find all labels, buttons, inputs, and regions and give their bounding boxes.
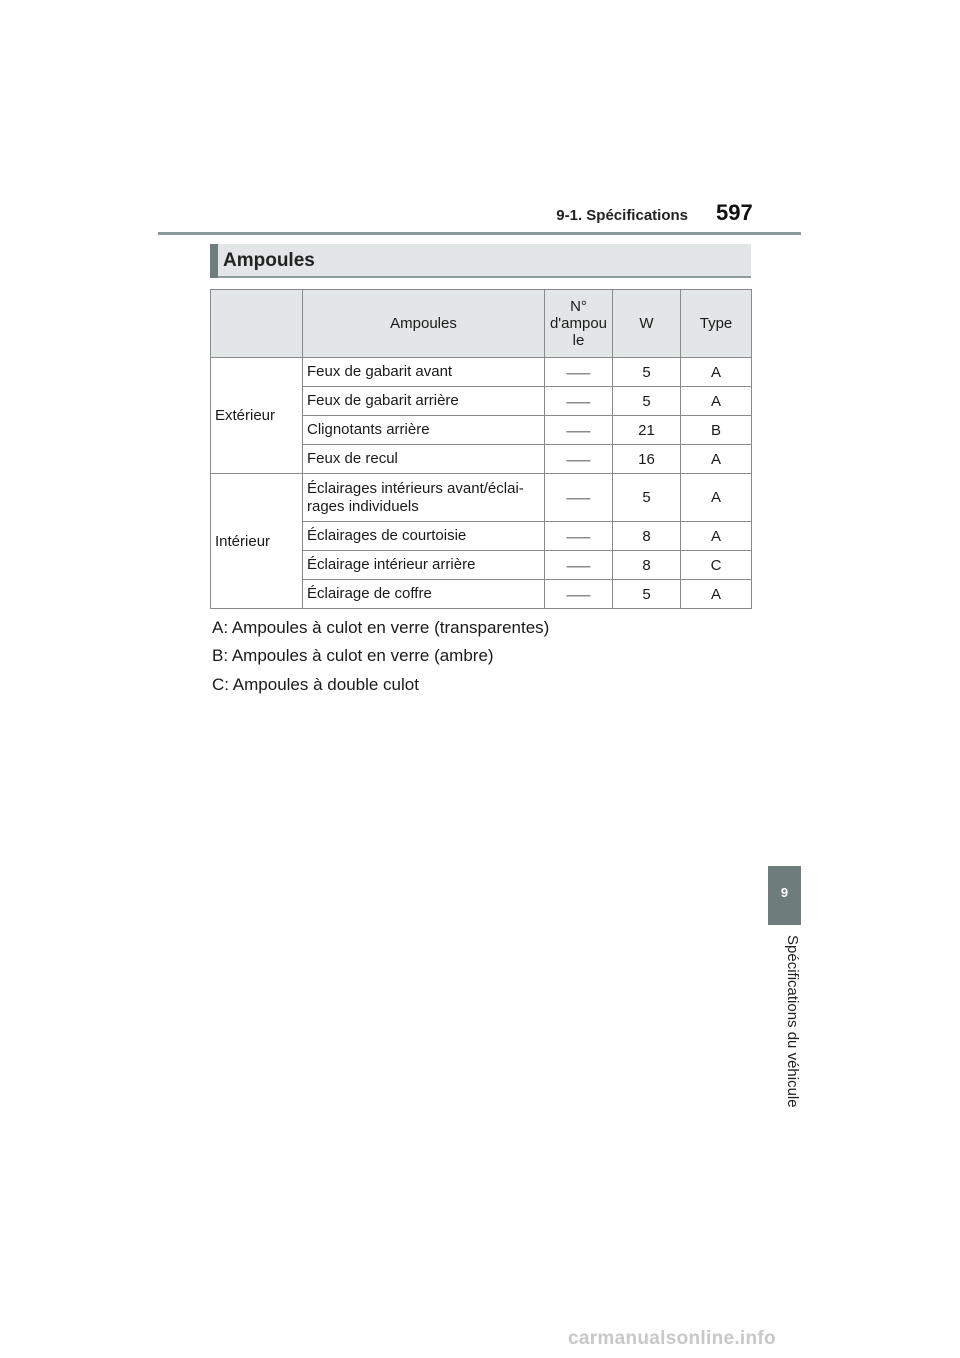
bulb-watts: 5 [613, 358, 681, 387]
page-number: 597 [716, 200, 753, 225]
table-row [211, 358, 752, 387]
legend-type-b: B: Ampoules à culot en verre (ambre) [212, 646, 494, 665]
section-title-bar [210, 244, 751, 278]
bulb-number: ⸺ [545, 387, 613, 416]
bulb-number: ⸺ [545, 580, 613, 609]
section-heading: 9-1. Spécifications [556, 207, 688, 224]
bulb-type: A [681, 522, 752, 551]
bulbs-table [210, 289, 752, 609]
bulb-name: Clignotants arrière [303, 416, 545, 445]
section-title-accent [210, 244, 218, 278]
bulb-number: ⸺ [545, 522, 613, 551]
bulb-watts: 8 [613, 551, 681, 580]
section-title: Ampoules [223, 250, 315, 271]
bulb-number: ⸺ [545, 358, 613, 387]
bulb-watts: 5 [613, 580, 681, 609]
bulb-type: A [681, 445, 752, 474]
bulb-type: A [681, 387, 752, 416]
table-row [211, 474, 752, 522]
bulb-number: ⸺ [545, 551, 613, 580]
bulb-watts: 21 [613, 416, 681, 445]
bulb-type: A [681, 580, 752, 609]
bulb-watts: 8 [613, 522, 681, 551]
bulb-watts: 5 [613, 474, 681, 522]
bulb-number: ⸺ [545, 474, 613, 522]
header-watts: W [613, 290, 681, 358]
watermark: carmanualsonline.info [568, 1328, 776, 1349]
bulb-type: C [681, 551, 752, 580]
bulb-name-line1: Éclairages intérieurs avant/éclai- [307, 479, 524, 497]
bulb-name: Feux de gabarit arrière [303, 387, 545, 416]
header-type: Type [681, 290, 752, 358]
chapter-number: 9 [780, 885, 789, 900]
header-bulbs: Ampoules [303, 290, 545, 358]
chapter-label: Spécifications du véhicule [784, 935, 801, 1108]
bulb-name: Éclairage de coffre [303, 580, 545, 609]
chapter-tab [768, 866, 801, 925]
bulb-type: B [681, 416, 752, 445]
bulb-name: Feux de recul [303, 445, 545, 474]
header-bulb-number: N° d'ampou le [545, 290, 613, 358]
bulb-name: Éclairage intérieur arrière [303, 551, 545, 580]
bulb-number: ⸺ [545, 445, 613, 474]
bulb-name [303, 474, 545, 522]
legend-type-a: A: Ampoules à culot en verre (transparentes) [212, 618, 550, 637]
bulb-watts: 5 [613, 387, 681, 416]
header-category [211, 290, 303, 358]
bulb-name-line2: rages individuels [307, 497, 419, 515]
bulb-number: ⸺ [545, 416, 613, 445]
bulb-name: Feux de gabarit avant [303, 358, 545, 387]
group-interior: Intérieur [211, 474, 303, 609]
bulb-type: A [681, 358, 752, 387]
header-divider [158, 232, 801, 235]
table-header-row [211, 290, 752, 358]
bulb-watts: 16 [613, 445, 681, 474]
bulb-type: A [681, 474, 752, 522]
group-exterior: Extérieur [211, 358, 303, 474]
legend-type-c: C: Ampoules à double culot [212, 675, 419, 694]
bulb-name: Éclairages de courtoisie [303, 522, 545, 551]
